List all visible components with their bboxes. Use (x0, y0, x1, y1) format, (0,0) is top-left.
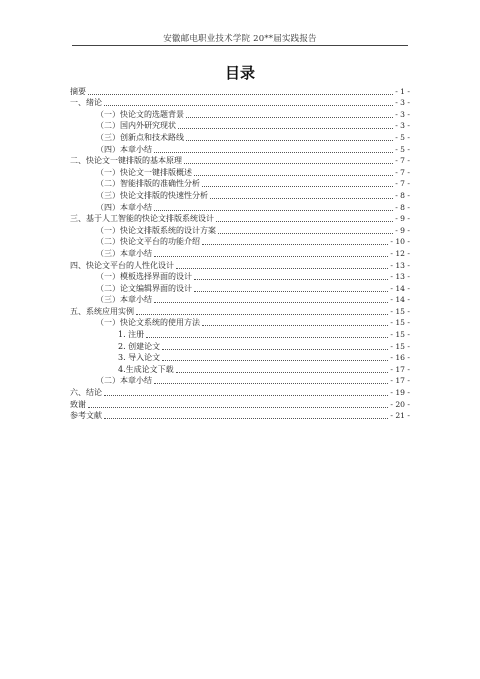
toc-dot-leader (162, 349, 388, 350)
toc-dot-leader (218, 233, 393, 234)
toc-entry-page: - 15 - (390, 318, 410, 328)
toc-entry-label: 4.生成论文下载 (118, 364, 174, 374)
toc-dot-leader (178, 128, 393, 129)
toc-dot-leader (154, 383, 388, 384)
toc-dot-leader (154, 210, 393, 211)
toc-entry[interactable] (70, 236, 410, 248)
toc-entry-page: - 1 - (395, 86, 410, 96)
toc-entry-page: - 21 - (390, 411, 410, 421)
page-header: 安徽邮电职业技术学院 20**届实践报告 (163, 34, 317, 44)
toc-entry-page: - 5 - (395, 132, 410, 142)
toc-dot-leader (154, 256, 388, 257)
toc-entry[interactable] (70, 108, 410, 120)
toc-entry-label: 一、绪论 (70, 98, 102, 108)
toc-entry[interactable] (70, 398, 410, 410)
toc-entry-label: 二、快论文一键排版的基本原理 (70, 156, 182, 166)
toc-entry-page: - 15 - (390, 306, 410, 316)
toc-dot-leader (162, 360, 388, 361)
toc-entry[interactable] (70, 386, 410, 398)
toc-entry[interactable] (70, 259, 410, 271)
toc-entry-page: - 14 - (390, 295, 410, 305)
toc-entry[interactable] (70, 247, 410, 259)
toc-entry[interactable] (70, 224, 410, 236)
toc-entry-page: - 3 - (395, 121, 410, 131)
toc-entry[interactable] (70, 97, 410, 109)
toc-entry[interactable] (70, 143, 410, 155)
toc-dot-leader (146, 337, 388, 338)
toc-entry[interactable] (70, 178, 410, 190)
toc-entry-label: 五、系统应用实例 (70, 306, 134, 316)
toc-dot-leader (194, 291, 388, 292)
toc-entry-label: 1. 注册 (118, 330, 145, 340)
toc-dot-leader (202, 186, 393, 187)
toc-entry-label: 三、基于人工智能的快论文排版系统设计 (70, 214, 214, 224)
toc-entry-label: 致谢 (70, 399, 86, 409)
toc-dot-leader (194, 279, 388, 280)
toc-entry[interactable] (70, 189, 410, 201)
toc-entry[interactable] (70, 294, 410, 306)
toc-entry-page: - 19 - (390, 388, 410, 398)
toc-entry-label: （一）快论文排版系统的设计方案 (96, 225, 216, 235)
toc-entry-label: （四）本章小结 (96, 144, 152, 154)
toc-dot-leader (154, 302, 388, 303)
toc-entry-page: - 9 - (395, 225, 410, 235)
toc-entry[interactable] (70, 155, 410, 167)
toc-entry[interactable] (70, 201, 410, 213)
toc-entry-page: - 7 - (395, 179, 410, 189)
toc-entry-page: - 9 - (395, 214, 410, 224)
toc-entry[interactable] (70, 352, 410, 364)
toc-dot-leader (104, 418, 388, 419)
toc-entry[interactable] (70, 305, 410, 317)
toc-entry[interactable] (70, 328, 410, 340)
toc-entry-page: - 3 - (395, 109, 410, 119)
toc-dot-leader (104, 395, 388, 396)
toc-dot-leader (216, 221, 393, 222)
toc-entry-label: 参考文献 (70, 411, 102, 421)
toc-entry-page: - 3 - (395, 98, 410, 108)
toc-entry-label: （一）快论文系统的使用方法 (96, 318, 200, 328)
toc-entry-label: 四、快论文平台的人性化设计 (70, 260, 174, 270)
page-title: 目录 (224, 64, 255, 82)
toc-dot-leader (194, 175, 393, 176)
toc-dot-leader (184, 163, 393, 164)
toc-entry-page: - 17 - (390, 364, 410, 374)
toc-entry-label: （三）本章小结 (96, 295, 152, 305)
toc-entry-page: - 8 - (395, 202, 410, 212)
toc-entry-page: - 20 - (390, 399, 410, 409)
toc-entry-page: - 5 - (395, 144, 410, 154)
toc-entry-page: - 13 - (390, 260, 410, 270)
toc-dot-leader (154, 152, 393, 153)
toc-entry-page: - 13 - (390, 272, 410, 282)
table-of-contents (70, 85, 410, 421)
toc-dot-leader (186, 117, 393, 118)
toc-entry-label: （二）论文编辑界面的设计 (96, 283, 192, 293)
toc-entry[interactable] (70, 166, 410, 178)
toc-entry[interactable] (70, 375, 410, 387)
toc-dot-leader (210, 198, 393, 199)
toc-entry[interactable] (70, 282, 410, 294)
toc-entry-label: （一）模板选择界面的设计 (96, 272, 192, 282)
toc-entry-page: - 10 - (390, 237, 410, 247)
toc-entry-label: （一）快论文的选题背景 (96, 109, 184, 119)
toc-entry[interactable] (70, 85, 410, 97)
toc-entry[interactable] (70, 213, 410, 225)
toc-entry-label: （三）快论文排版的快速性分析 (96, 190, 208, 200)
toc-dot-leader (88, 94, 393, 95)
toc-dot-leader (88, 407, 388, 408)
toc-entry-label: （一）快论文一键排版概述 (96, 167, 192, 177)
toc-entry-page: - 15 - (390, 341, 410, 351)
toc-dot-leader (176, 372, 389, 373)
toc-entry-label: （二）国内外研究现状 (96, 121, 176, 131)
toc-entry[interactable] (70, 363, 410, 375)
toc-dot-leader (176, 268, 388, 269)
header-rule (72, 45, 408, 46)
toc-entry-page: - 16 - (390, 353, 410, 363)
toc-entry[interactable] (70, 131, 410, 143)
toc-entry-page: - 14 - (390, 283, 410, 293)
toc-dot-leader (136, 314, 388, 315)
toc-entry-page: - 7 - (395, 156, 410, 166)
toc-dot-leader (186, 140, 393, 141)
toc-entry[interactable] (70, 317, 410, 329)
toc-entry-page: - 12 - (390, 248, 410, 258)
toc-entry-label: 2. 创建论文 (118, 341, 161, 351)
toc-entry[interactable] (70, 271, 410, 283)
toc-entry-label: （四）本章小结 (96, 202, 152, 212)
toc-entry-label: 摘要 (70, 86, 86, 96)
toc-entry-label: （三）创新点和技术路线 (96, 132, 184, 142)
toc-entry-label: （二）快论文平台的功能介绍 (96, 237, 200, 247)
toc-entry-label: （二）智能排版的准确性分析 (96, 179, 200, 189)
toc-entry-page: - 15 - (390, 330, 410, 340)
toc-entry-page: - 8 - (395, 190, 410, 200)
toc-dot-leader (202, 325, 388, 326)
toc-entry-label: 六、结论 (70, 388, 102, 398)
toc-entry-page: - 17 - (390, 376, 410, 386)
toc-entry[interactable] (70, 120, 410, 132)
toc-dot-leader (104, 105, 393, 106)
toc-entry-label: （三）本章小结 (96, 248, 152, 258)
toc-entry-page: - 7 - (395, 167, 410, 177)
toc-entry[interactable] (70, 340, 410, 352)
toc-entry-label: （二）本章小结 (96, 376, 152, 386)
toc-dot-leader (202, 244, 388, 245)
toc-entry[interactable] (70, 410, 410, 422)
toc-entry-label: 3. 导入论文 (118, 353, 161, 363)
